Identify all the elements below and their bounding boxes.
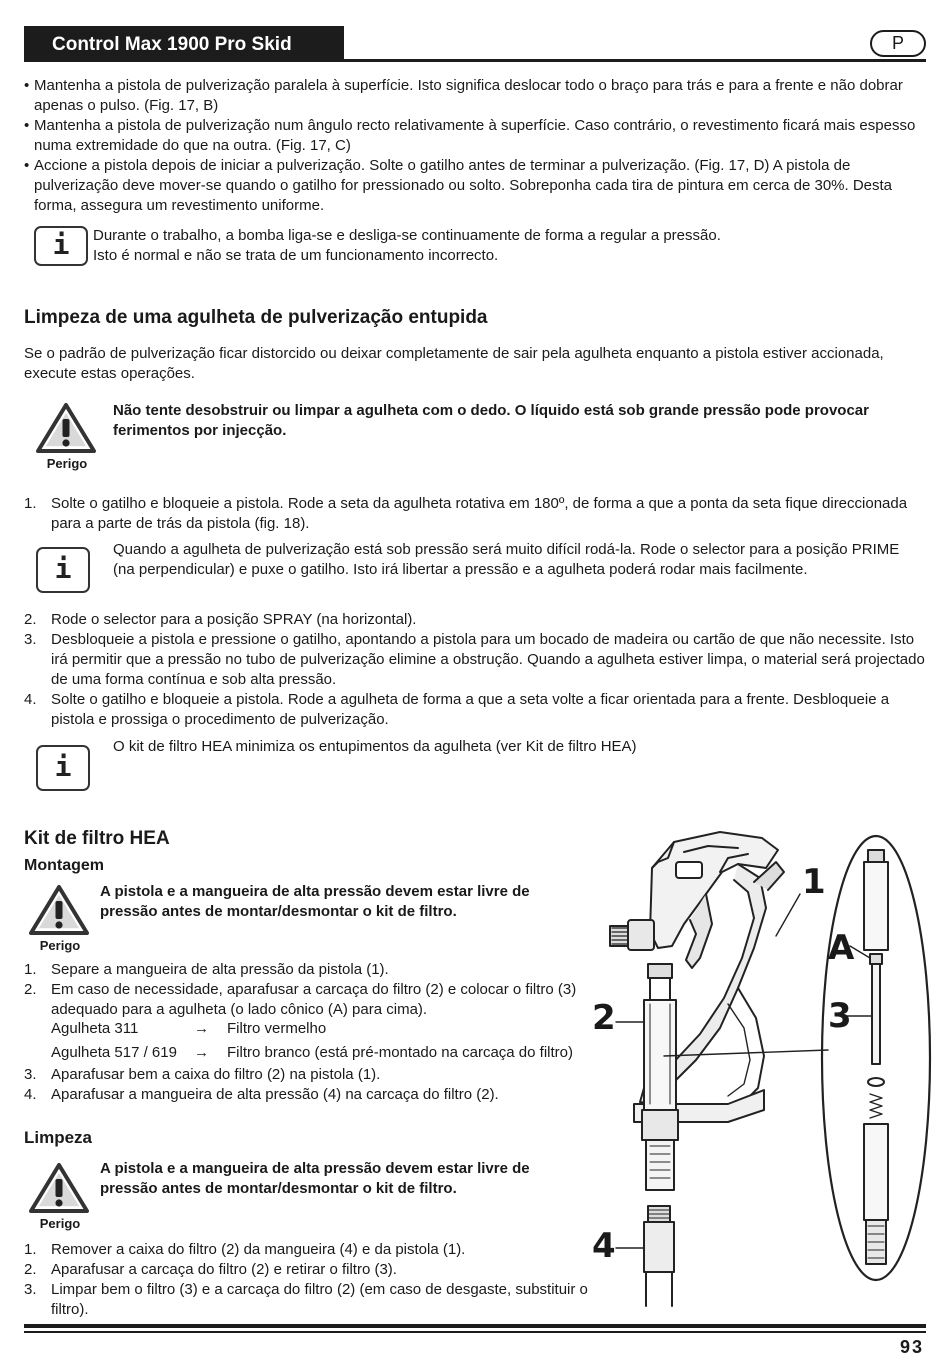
intro-bullet-list: [24, 76, 926, 216]
warning-label: Perigo: [39, 1216, 81, 1231]
list-text: Desbloqueie a pistola e pressione o gatilho, apontando a pistola para um bocado de madeira ou cartão de que não necessite. Isto irá permitir que a pressão no tubo de pulverização elimine a obstrução. Quando a agulheta estiver limpa, o material será projectado de uma forma contínua e sob alta pressão.: [51, 631, 925, 688]
section-title: Limpeza de uma agulheta de pulverização entupida: [24, 307, 488, 328]
list-text: Solte o gatilho e bloqueie a pistola. Rode a agulheta de forma a que a seta volte a ficar orientada para a frente. Desbloqueie a pistola e prossiga o procedimento de pulverização.: [51, 691, 890, 728]
list-number: 2.: [24, 1261, 37, 1278]
numbered-list: [24, 960, 589, 1105]
nozzle-filter-row: [24, 1043, 589, 1065]
warning-label: Perigo: [39, 938, 81, 953]
callout-label-1: 1: [802, 862, 826, 902]
list-text: Solte o gatilho e bloqueie a pistola. Rode a seta da agulheta rotativa em 180º, de forma a que a ponta da seta fique direccionada para a parte de trás da pistola (fig. 18).: [51, 495, 908, 532]
page-header: [24, 26, 926, 64]
callout-label-3: 3: [828, 996, 852, 1036]
note-text: Quando a agulheta de pulverização está sob pressão será muito difícil rodá-la. Rode o selector para a posição PRIME (na perpendicular) e puxe o gatilho. Isto irá libertar a pressão e a agulheta poderá rodar mais facilmente.: [113, 541, 900, 578]
list-number: 4.: [24, 691, 37, 708]
bullet-item: • Mantenha a pistola de pulverização paralela à superfície. Isto significa deslocar todo o braço para trás e para a frente e não dobrar apenas o pulso. (Fig. 17, B): [24, 76, 926, 116]
danger-warning: [26, 1162, 94, 1232]
warning-triangle-icon: [28, 884, 90, 936]
warning-triangle-icon: [35, 402, 97, 454]
info-icon: i: [36, 745, 90, 791]
list-item: [24, 960, 589, 980]
note-line: Isto é normal e não se trata de um funcionamento incorrecto.: [93, 247, 499, 264]
list-item: [24, 1240, 589, 1260]
footer-rule-thin: [24, 1331, 926, 1333]
list-text: Aparafusar a carcaça do filtro (2) e retirar o filtro (3).: [51, 1261, 397, 1278]
nozzle-name: Agulheta 517 / 619: [51, 1044, 177, 1061]
language-badge: P: [870, 30, 926, 57]
list-item: [24, 690, 926, 730]
warning-label: Perigo: [46, 456, 88, 471]
list-text: Remover a caixa do filtro (2) da mangueira (4) e da pistola (1).: [51, 1241, 466, 1258]
list-item: [24, 1065, 589, 1085]
list-number: 1.: [24, 495, 37, 512]
list-number: 4.: [24, 1086, 37, 1103]
info-icon: i: [36, 547, 90, 593]
numbered-list: [24, 494, 926, 534]
bullet-item: • Accione a pistola depois de iniciar a pulverização. Solte o gatilho antes de terminar a pulverização. (Fig. 17, D) A pistola de pulverização deve mover-se quando o gatilho for pressionado ou solto. Sobreponha cada tira de pintura em cerca de 30%. Desta forma, assegura um revestimento uniforme.: [24, 156, 926, 216]
list-text: Em caso de necessidade, aparafusar a carcaça do filtro (2) e colocar o filtro (3) adequado para a agulheta (o lado cônico (A) para cima).: [51, 981, 577, 1018]
danger-warning: [26, 884, 94, 954]
list-item: [24, 610, 926, 630]
note-text: [93, 226, 913, 266]
danger-warning: [33, 402, 101, 472]
list-number: 1.: [24, 961, 37, 978]
info-icon: i: [34, 226, 88, 266]
note-line: Durante o trabalho, a bomba liga-se e desliga-se continuamente de forma a regular a pressão.: [93, 227, 721, 244]
list-item: [24, 1280, 589, 1320]
bullet-item: • Mantenha a pistola de pulverização num ângulo recto relativamente à superfície. Caso contrário, o revestimento ficará mais espesso numa extremidade do que na outra. (Fig. 17, C): [24, 116, 926, 156]
arrow-right-icon: →: [194, 1044, 209, 1061]
filter-kit-figure: [588, 828, 938, 1308]
list-number: 3.: [24, 631, 37, 648]
filter-name: Filtro vermelho: [227, 1020, 327, 1037]
numbered-list: [24, 610, 926, 730]
list-number: 3.: [24, 1281, 37, 1298]
list-text: Aparafusar bem a caixa do filtro (2) na pistola (1).: [51, 1066, 381, 1083]
nozzle-filter-row: [24, 1019, 589, 1041]
warning-triangle-icon: [28, 1162, 90, 1214]
list-text: Separe a mangueira de alta pressão da pistola (1).: [51, 961, 389, 978]
subsection-title: Montagem: [24, 857, 104, 874]
header-rule: [344, 59, 926, 62]
list-item: [24, 494, 926, 534]
list-text: Aparafusar a mangueira de alta pressão (4) na carcaça do filtro (2).: [51, 1086, 499, 1103]
warning-text: A pistola e a mangueira de alta pressão devem estar livre de pressão antes de montar/desmontar o kit de filtro.: [100, 1160, 530, 1197]
list-text: Rode o selector para a posição SPRAY (na horizontal).: [51, 611, 417, 628]
nozzle-name: Agulheta 311: [51, 1020, 139, 1037]
list-item: [24, 1260, 589, 1280]
list-number: 2.: [24, 981, 37, 998]
spray-gun-illustration: [588, 828, 938, 1308]
subsection-title: Limpeza: [24, 1128, 93, 1147]
arrow-right-icon: →: [194, 1020, 209, 1037]
numbered-list: [24, 1240, 589, 1320]
list-number: 3.: [24, 1066, 37, 1083]
header-title: Control Max 1900 Pro Skid: [52, 34, 292, 55]
filter-name: Filtro branco (está pré-montado na carcaça do filtro): [227, 1044, 573, 1061]
list-item: [24, 1085, 589, 1105]
list-item: [24, 630, 926, 690]
list-number: 2.: [24, 611, 37, 628]
list-item: [24, 980, 589, 1020]
note-text: O kit de filtro HEA minimiza os entupimentos da agulheta (ver Kit de filtro HEA): [113, 738, 637, 755]
callout-label-2: 2: [592, 998, 616, 1038]
list-number: 1.: [24, 1241, 37, 1258]
warning-text: A pistola e a mangueira de alta pressão devem estar livre de pressão antes de montar/desmontar o kit de filtro.: [100, 883, 530, 920]
section-title: Kit de filtro HEA: [24, 828, 170, 849]
footer-rule: [24, 1324, 926, 1328]
list-text: Limpar bem o filtro (3) e a carcaça do filtro (2) (em caso de desgaste, substituir o filtro).: [51, 1281, 588, 1318]
section-intro: Se o padrão de pulverização ficar distorcido ou deixar completamente de sair pela agulheta enquanto a pistola estiver accionada, execute estas operações.: [24, 345, 884, 382]
warning-text: Não tente desobstruir ou limpar a agulheta com o dedo. O líquido está sob grande pressão pode provocar ferimentos por injecção.: [113, 402, 869, 439]
callout-label-4: 4: [592, 1226, 616, 1266]
page-number: 93: [899, 1337, 924, 1357]
callout-label-a: A: [828, 928, 855, 968]
